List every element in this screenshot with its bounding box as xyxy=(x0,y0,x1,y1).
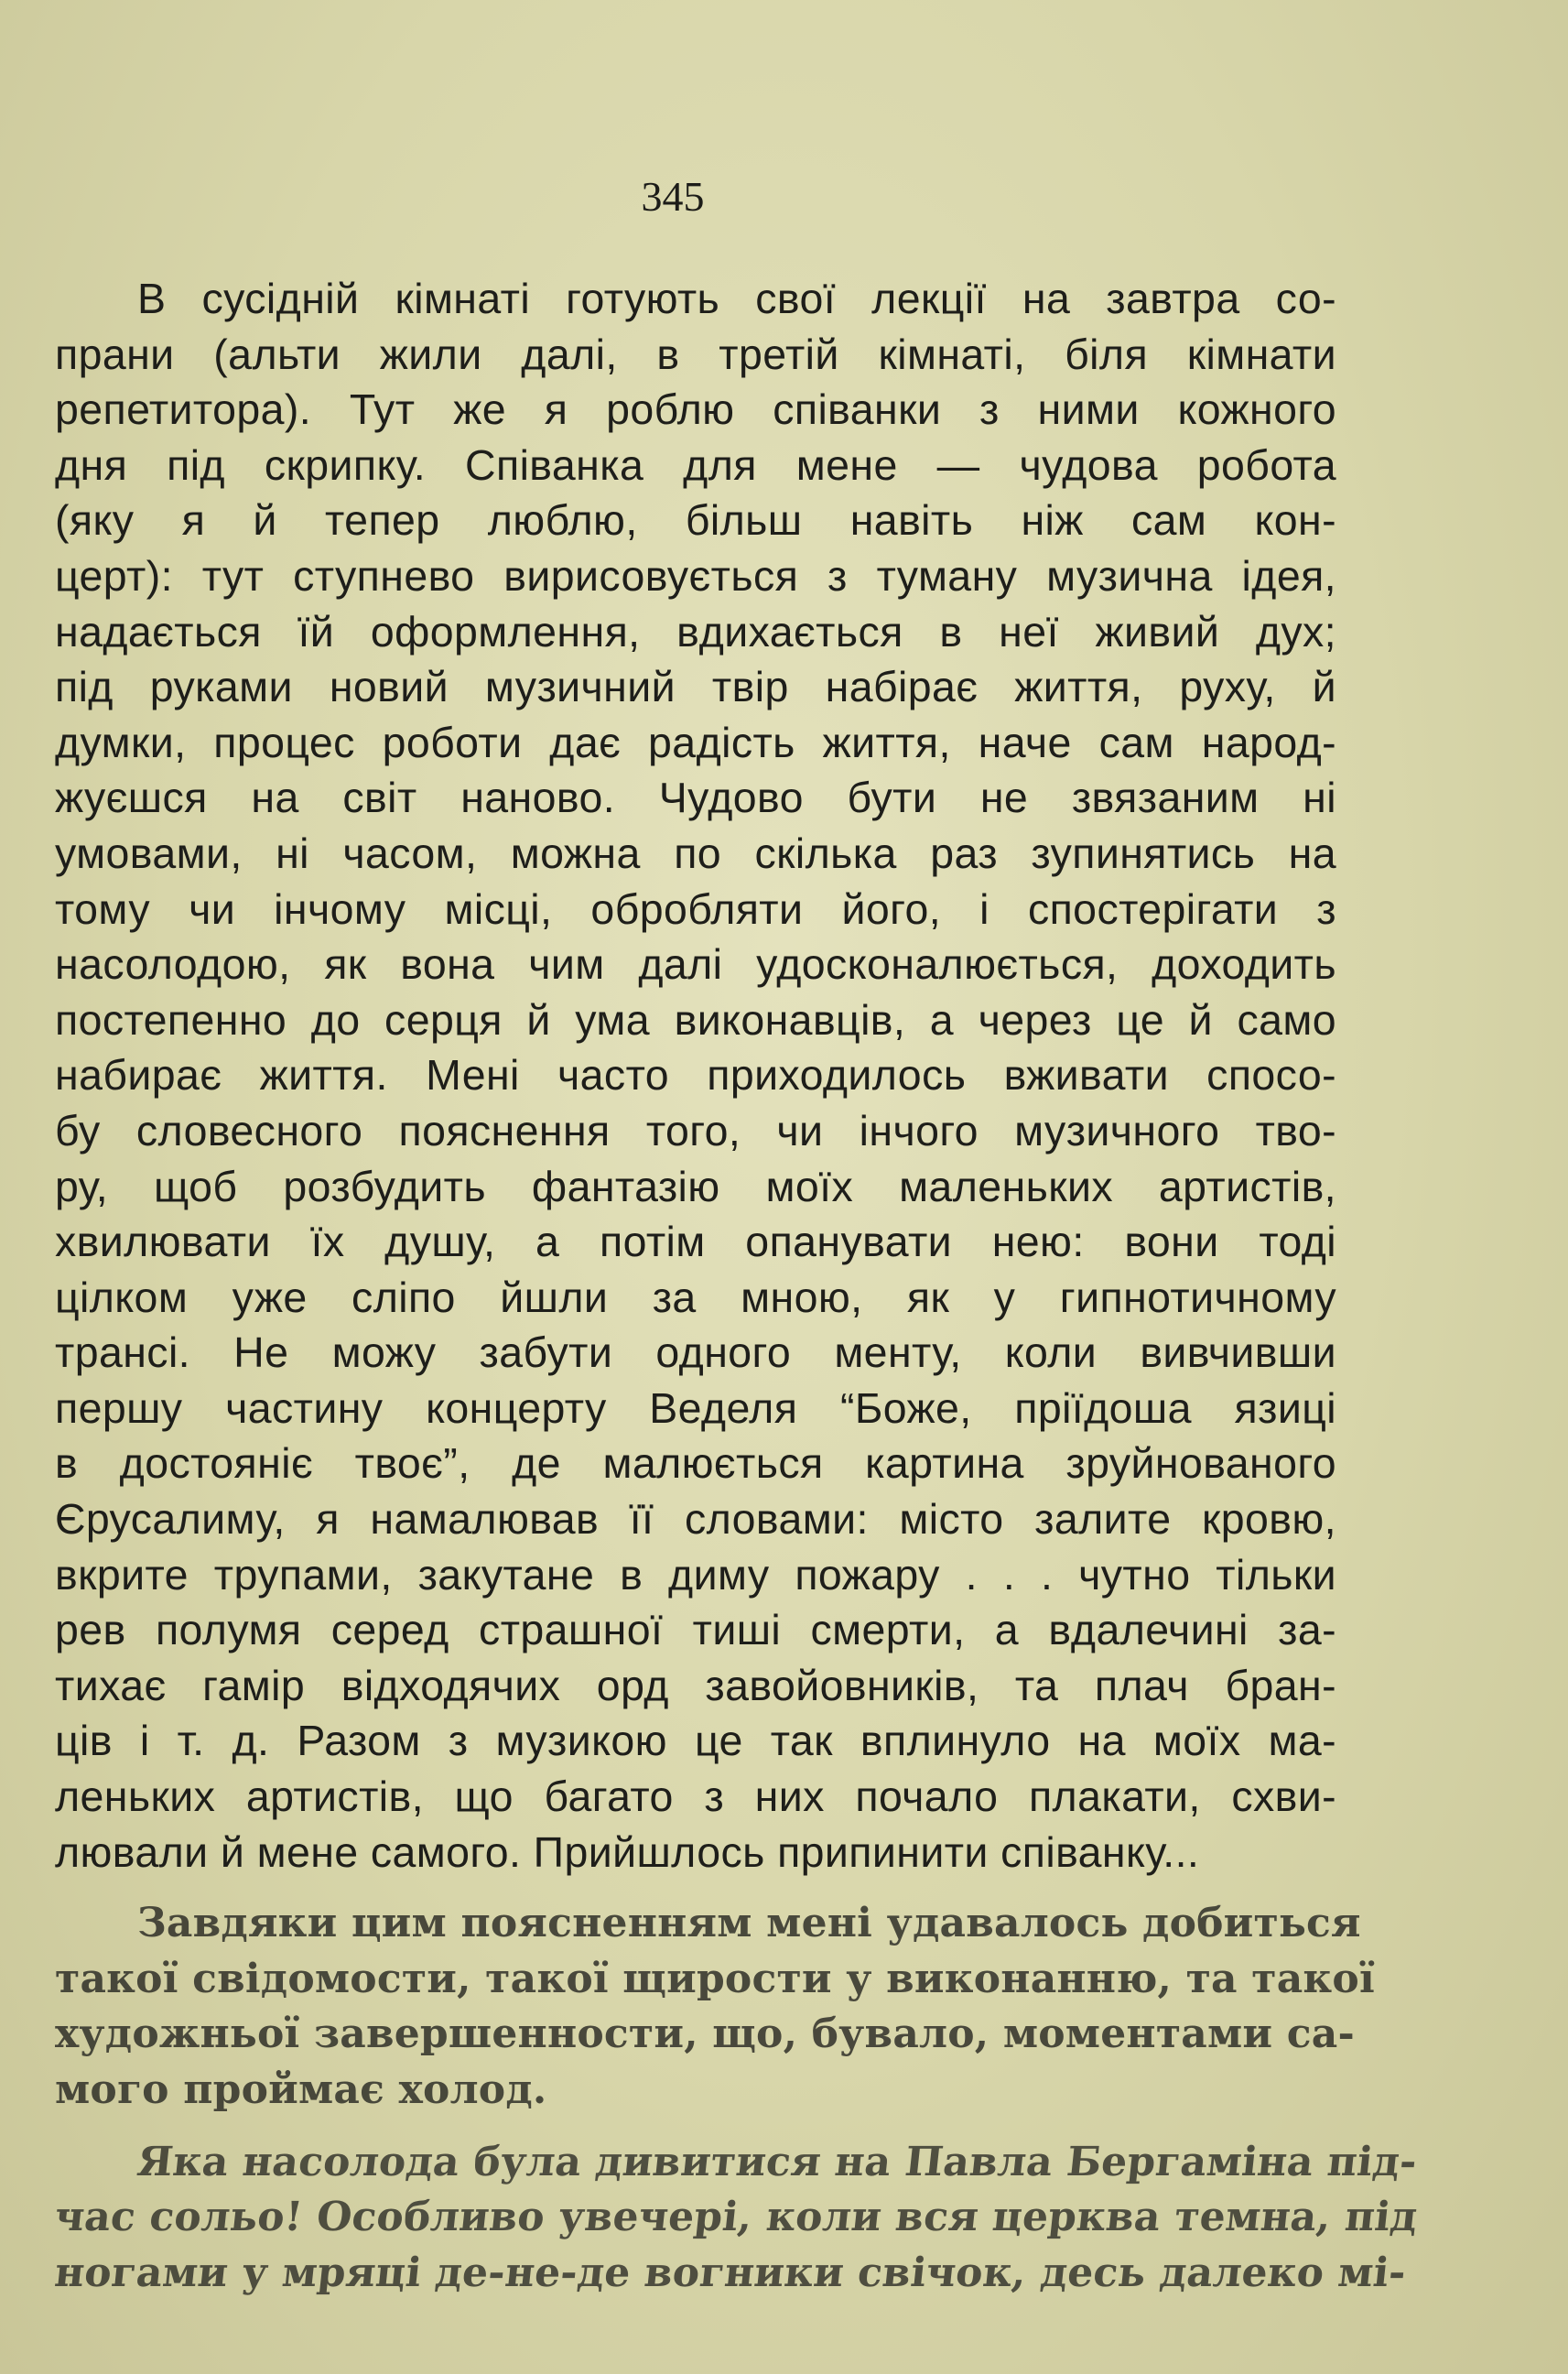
text-line: дня під скрипку. Співанка для мене — чудова робота xyxy=(55,440,1336,489)
text-line: в достояніє твоє”, де малюється картина зруйнованого xyxy=(55,1439,1336,1488)
text-line: прани (альти жили далі, в третій кімнаті, біля кімнати xyxy=(55,330,1336,378)
text-line: Завдяки цим поясненням мені удавалось добиться xyxy=(137,1900,1361,1947)
text-line: тому чи інчому місці, обробляти його, і спостерігати з xyxy=(55,884,1336,933)
text-line: ців і т. д. Разом з музикою це так вплинуло на моїх ма- xyxy=(55,1717,1336,1765)
text-line: жуєшся на світ наново. Чудово бути не звязаним ні xyxy=(55,774,1336,822)
text-line: (яку я й тепер люблю, більш навіть ніж сам кон- xyxy=(55,496,1336,545)
paragraph-3 xyxy=(52,2135,1421,2302)
text-line: хвилювати їх душу, а потім опанувати нею: вони тоді xyxy=(55,1218,1336,1266)
text-line: В сусідній кімнаті готують свої лекції на завтра со- xyxy=(137,275,1336,322)
text-line: ру, щоб розбудить фантазію моїх маленьких артистів, xyxy=(55,1162,1336,1210)
text-line: постепенно до серця й ума виконавців, а через це й само xyxy=(55,995,1336,1044)
text-line: умовами, ні часом, можна по скілька раз зупинятись на xyxy=(55,829,1336,877)
text-line: репетитора). Тут же я роблю співанки з ними кожного xyxy=(55,385,1336,434)
text-line: насолодою, як вона чим далі удосконалюється, доходить xyxy=(55,940,1336,989)
text-line: тихає гамір відходячих орд завойовників, та плач бран- xyxy=(55,1661,1336,1709)
text-line: церт): тут ступнево вирисовується з туману музична ідея, xyxy=(55,551,1336,600)
text-line: цілком уже сліпо йшли за мною, як у гипнотичному xyxy=(55,1273,1336,1321)
text-line: мого проймає холод. xyxy=(55,2066,547,2113)
text-line: час сольо! Особливо увечері, коли вся церква темна, під xyxy=(52,2194,1421,2241)
text-line: леньких артистів, що багато з них почало плакати, схви- xyxy=(55,1772,1336,1821)
text-line: набирає життя. Мені часто приходилось вживати спосо- xyxy=(55,1051,1336,1100)
text-line: першу частину концерту Веделя “Боже, пріїдоша язиці xyxy=(55,1383,1336,1432)
text-line: під руками новий музичний твір набірає життя, руху, й xyxy=(55,663,1336,711)
text-line: трансі. Не можу забути одного менту, коли вивчивши xyxy=(55,1328,1336,1377)
text-line: ногами у мряці де-не-де вогники свічок, десь далеко мі- xyxy=(52,2249,1409,2296)
text-line: такої свідомости, такої щирости у виконанню, та такої xyxy=(55,1955,1375,2002)
text-line: художньої завершенности, що, бувало, моментами са- xyxy=(55,2011,1355,2058)
text-line: Єрусалиму, я намалював її словами: місто залите кровю, xyxy=(55,1495,1336,1544)
text-line: вкрите трупами, закутане в диму пожару . . . чутно тільки xyxy=(55,1550,1336,1599)
page-number: 345 xyxy=(641,173,705,220)
paragraph-2 xyxy=(55,1896,1375,2118)
text-line: надається їй оформлення, вдихається в неї живий дух; xyxy=(55,607,1336,656)
text-line: лювали й мене самого. Прийшлось припинити співанку... xyxy=(55,1827,1200,1876)
body-text xyxy=(52,271,1421,2301)
text-line: рев полумя серед страшної тиші смерти, а вдалечині за- xyxy=(55,1606,1336,1654)
text-line: Яка насолода була дивитися на Павла Бергаміна під- xyxy=(135,2138,1420,2185)
text-line: бу словесного пояснення того, чи інчого музичного тво- xyxy=(55,1106,1336,1154)
paragraph-1 xyxy=(55,271,1336,1880)
text-line: думки, процес роботи дає радість життя, наче сам народ- xyxy=(55,718,1336,766)
